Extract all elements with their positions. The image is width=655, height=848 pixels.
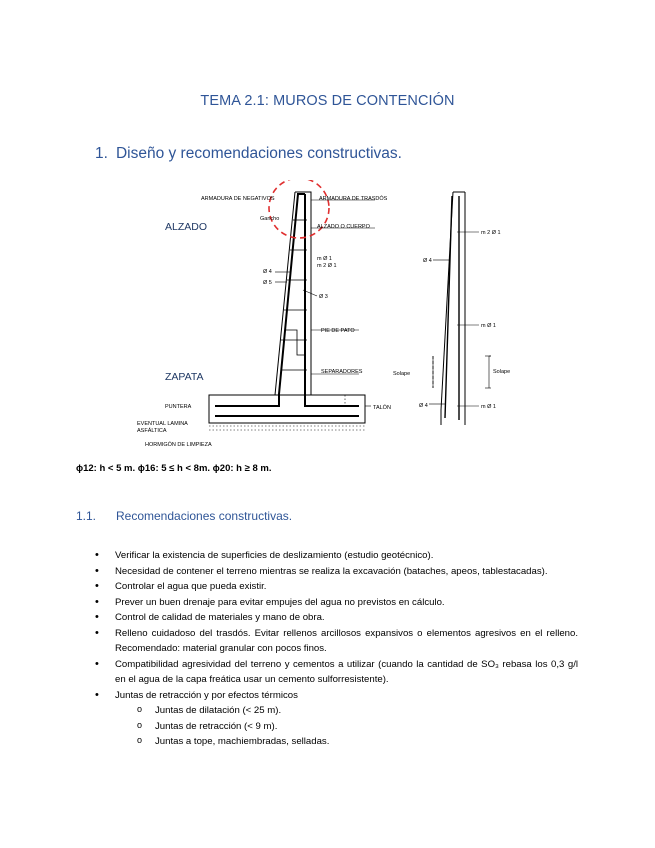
footing-outline xyxy=(209,395,365,423)
section-1-1-heading xyxy=(76,509,292,523)
label-solape-left: Solape xyxy=(393,371,411,377)
sub-list-item: o Juntas de retracción (< 9 m). xyxy=(137,719,578,735)
section-1-1-title: Recomendaciones constructivas. xyxy=(116,509,293,523)
stem-outline-front xyxy=(275,192,295,395)
label-puntera: PUNTERA xyxy=(165,404,192,410)
label-talon: TALÓN xyxy=(373,405,391,411)
diameter-rule: ϕ12: h < 5 m. ϕ16: 5 ≤ h < 8m. ϕ20: h ≥ 8 m. xyxy=(76,463,272,474)
stem-outline-back xyxy=(295,192,311,395)
joints-label: Juntas de retracción y por efectos térmicos xyxy=(115,689,298,701)
list-item: • Verificar la existencia de superficies de deslizamiento (estudio geotécnico). xyxy=(95,548,578,564)
label-asfaltica: ASFÁLTICA xyxy=(137,428,167,434)
list-item: • Control de calidad de materiales y mano de obra. xyxy=(95,610,578,626)
section-1-number: 1. xyxy=(95,145,108,162)
label-separadores: SEPARADORES xyxy=(321,369,363,375)
list-item: • Compatibilidad agresividad del terreno y cementos a utilizar (cuando la cantidad de SO₃ rebasa los 0,3 g/l en el agua de la capa freática usar un cemento sulforresistente). xyxy=(95,657,578,688)
label-m-phi1: m Ø 1 xyxy=(317,256,332,262)
label-hormigon-limpieza: HORMIGÓN DE LIMPIEZA xyxy=(145,442,212,448)
label-gancho: Gancho xyxy=(260,216,280,222)
document-title: TEMA 2.1: MUROS DE CONTENCIÓN xyxy=(200,93,455,109)
list-item-joints xyxy=(95,688,578,750)
label-eventual-lamina: EVENTUAL LAMINA xyxy=(137,421,188,427)
label-armadura-negativos: ARMADURA DE NEGATIVOS xyxy=(201,196,275,202)
label-m2-phi1: m 2 Ø 1 xyxy=(317,263,337,269)
label-r-m-phi1-bottom: m Ø 1 xyxy=(481,404,496,410)
list-item: • Necesidad de contener el terreno mientras se realiza la excavación (bataches, apeos, tablestacadas). xyxy=(95,564,578,580)
sub-list-item: o Juntas a tope, machiembradas, selladas. xyxy=(137,734,578,750)
label-solape-right: Solape xyxy=(493,369,511,375)
section-1-heading xyxy=(95,145,402,163)
list-item: • Relleno cuidadoso del trasdós. Evitar rellenos arcillosos expansivos o elementos agresivos en el relleno. Recomendado: material granular con pocos finos. xyxy=(95,626,578,657)
label-alzado: ALZADO xyxy=(165,221,208,233)
label-r-m-phi1: m Ø 1 xyxy=(481,323,496,329)
list-item: • Prever un buen drenaje para evitar empujes del agua no previstos en cálculo. xyxy=(95,595,578,611)
label-r-phi4-top: Ø 4 xyxy=(423,258,432,264)
label-phi5: Ø 5 xyxy=(263,280,272,286)
label-r-phi4-bottom: Ø 4 xyxy=(419,403,428,409)
label-phi3: Ø 3 xyxy=(319,294,328,300)
wall-drawing xyxy=(135,180,535,455)
label-alzado-cuerpo: ALZADO O CUERPO xyxy=(317,224,370,230)
joints-sublist xyxy=(115,703,578,750)
section-1-1-number: 1.1. xyxy=(76,509,97,523)
recommendations-list xyxy=(95,548,578,750)
label-armadura-trasdos: ARMADURA DE TRASDÓS xyxy=(319,196,388,202)
label-pie-de-pato: PIE DE PATO xyxy=(321,328,355,334)
sub-list-item: o Juntas de dilatación (< 25 m). xyxy=(137,703,578,719)
retaining-wall-diagram xyxy=(135,180,535,455)
list-item: • Controlar el agua que pueda existir. xyxy=(95,579,578,595)
label-phi4: Ø 4 xyxy=(263,269,272,275)
section-1-title: Diseño y recomendaciones constructivas. xyxy=(115,145,402,162)
label-r-m2-phi1: m 2 Ø 1 xyxy=(481,230,501,236)
rebar-front xyxy=(215,194,298,406)
label-zapata: ZAPATA xyxy=(165,371,204,383)
